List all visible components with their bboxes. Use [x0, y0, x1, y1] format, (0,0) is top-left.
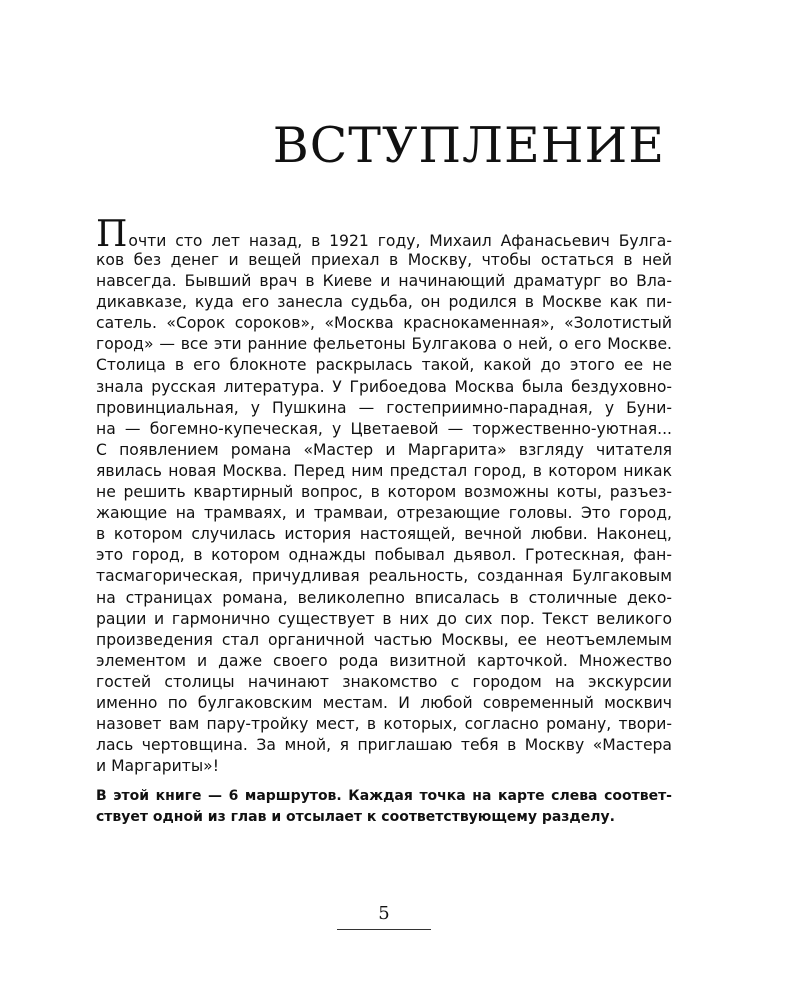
- intro-line: гостей столицы начинают знакомство с городом на экскурсии: [96, 672, 672, 691]
- intro-line: произведения стал органичной частью Москвы, ее неотъемлемым: [96, 630, 672, 649]
- intro-line: это город, в котором однажды побывал дьявол. Гротескная, фан-: [96, 546, 672, 565]
- intro-line: тасмагорическая, причудливая реальность, созданная Булгаковым: [96, 567, 672, 586]
- intro-line: именно по булгаковским местам. И любой современный москвич: [96, 693, 672, 712]
- note-line: ствует одной из глав и отсылает к соответствующему разделу.: [96, 809, 615, 825]
- page-number-rule: [337, 929, 431, 930]
- intro-line: [96, 214, 672, 255]
- intro-line: Столица в его блокноте раскрылась такой, какой до этого ее не: [96, 356, 672, 375]
- page-number: 5: [378, 903, 390, 924]
- intro-line: С появлением романа «Мастер и Маргарита» взгляду читателя: [96, 440, 672, 459]
- intro-line: знала русская литература. У Грибоедова Москва была бездуховно-: [96, 377, 672, 396]
- intro-line: и Маргариты»!: [96, 757, 219, 776]
- intro-line: провинциальная, у Пушкина — гостеприимно-парадная, у Буни-: [96, 398, 672, 417]
- intro-line: в котором случилась история настоящей, вечной любви. Наконец,: [96, 525, 672, 544]
- intro-line: на — богемно-купеческая, у Цветаевой — торжественно-уютная...: [96, 419, 672, 438]
- intro-line: рации и гармонично существует в них до сих пор. Текст великого: [96, 609, 672, 628]
- intro-line: на страницах романа, великолепно вписалась в столичные деко-: [96, 588, 672, 607]
- intro-line: ков без денег и вещей приехал в Москву, чтобы остаться в ней: [96, 251, 672, 269]
- routes-note: [96, 786, 672, 828]
- intro-line: навсегда. Бывший врач в Киеве и начинающий драматург во Вла-: [96, 272, 672, 291]
- intro-line: не решить квартирный вопрос, в котором возможны коты, разъез-: [96, 483, 672, 502]
- intro-line: явилась новая Москва. Перед ним предстал город, в котором никак: [96, 461, 672, 480]
- intro-line: дикавказе, куда его занесла судьба, он родился в Москве как пи-: [96, 293, 672, 312]
- intro-paragraph: [96, 214, 672, 777]
- intro-line: жающие на трамваях, и трамваи, отрезающие головы. Это город,: [96, 504, 672, 523]
- intro-line-text: очти сто лет назад, в 1921 году, Михаил Афанасьевич Булга-: [128, 232, 672, 250]
- intro-line: лась чертовщина. За мной, я приглашаю тебя в Москву «Мастера: [96, 736, 672, 755]
- note-line: В этой книге — 6 маршрутов. Каждая точка на карте слева соответ-: [96, 788, 672, 804]
- intro-line: город» — все эти ранние фельетоны Булгакова о ней, о его Москве.: [96, 335, 672, 354]
- intro-line: элементом и даже своего рода визитной карточкой. Множество: [96, 651, 672, 670]
- page-title: ВСТУПЛЕНИЕ: [272, 117, 665, 174]
- intro-line: назовет вам пару-тройку мест, в которых, согласно роману, твори-: [96, 715, 672, 734]
- intro-line: сатель. «Сорок сороков», «Москва краснокаменная», «Золотистый: [96, 314, 672, 333]
- drop-cap: П: [96, 214, 128, 255]
